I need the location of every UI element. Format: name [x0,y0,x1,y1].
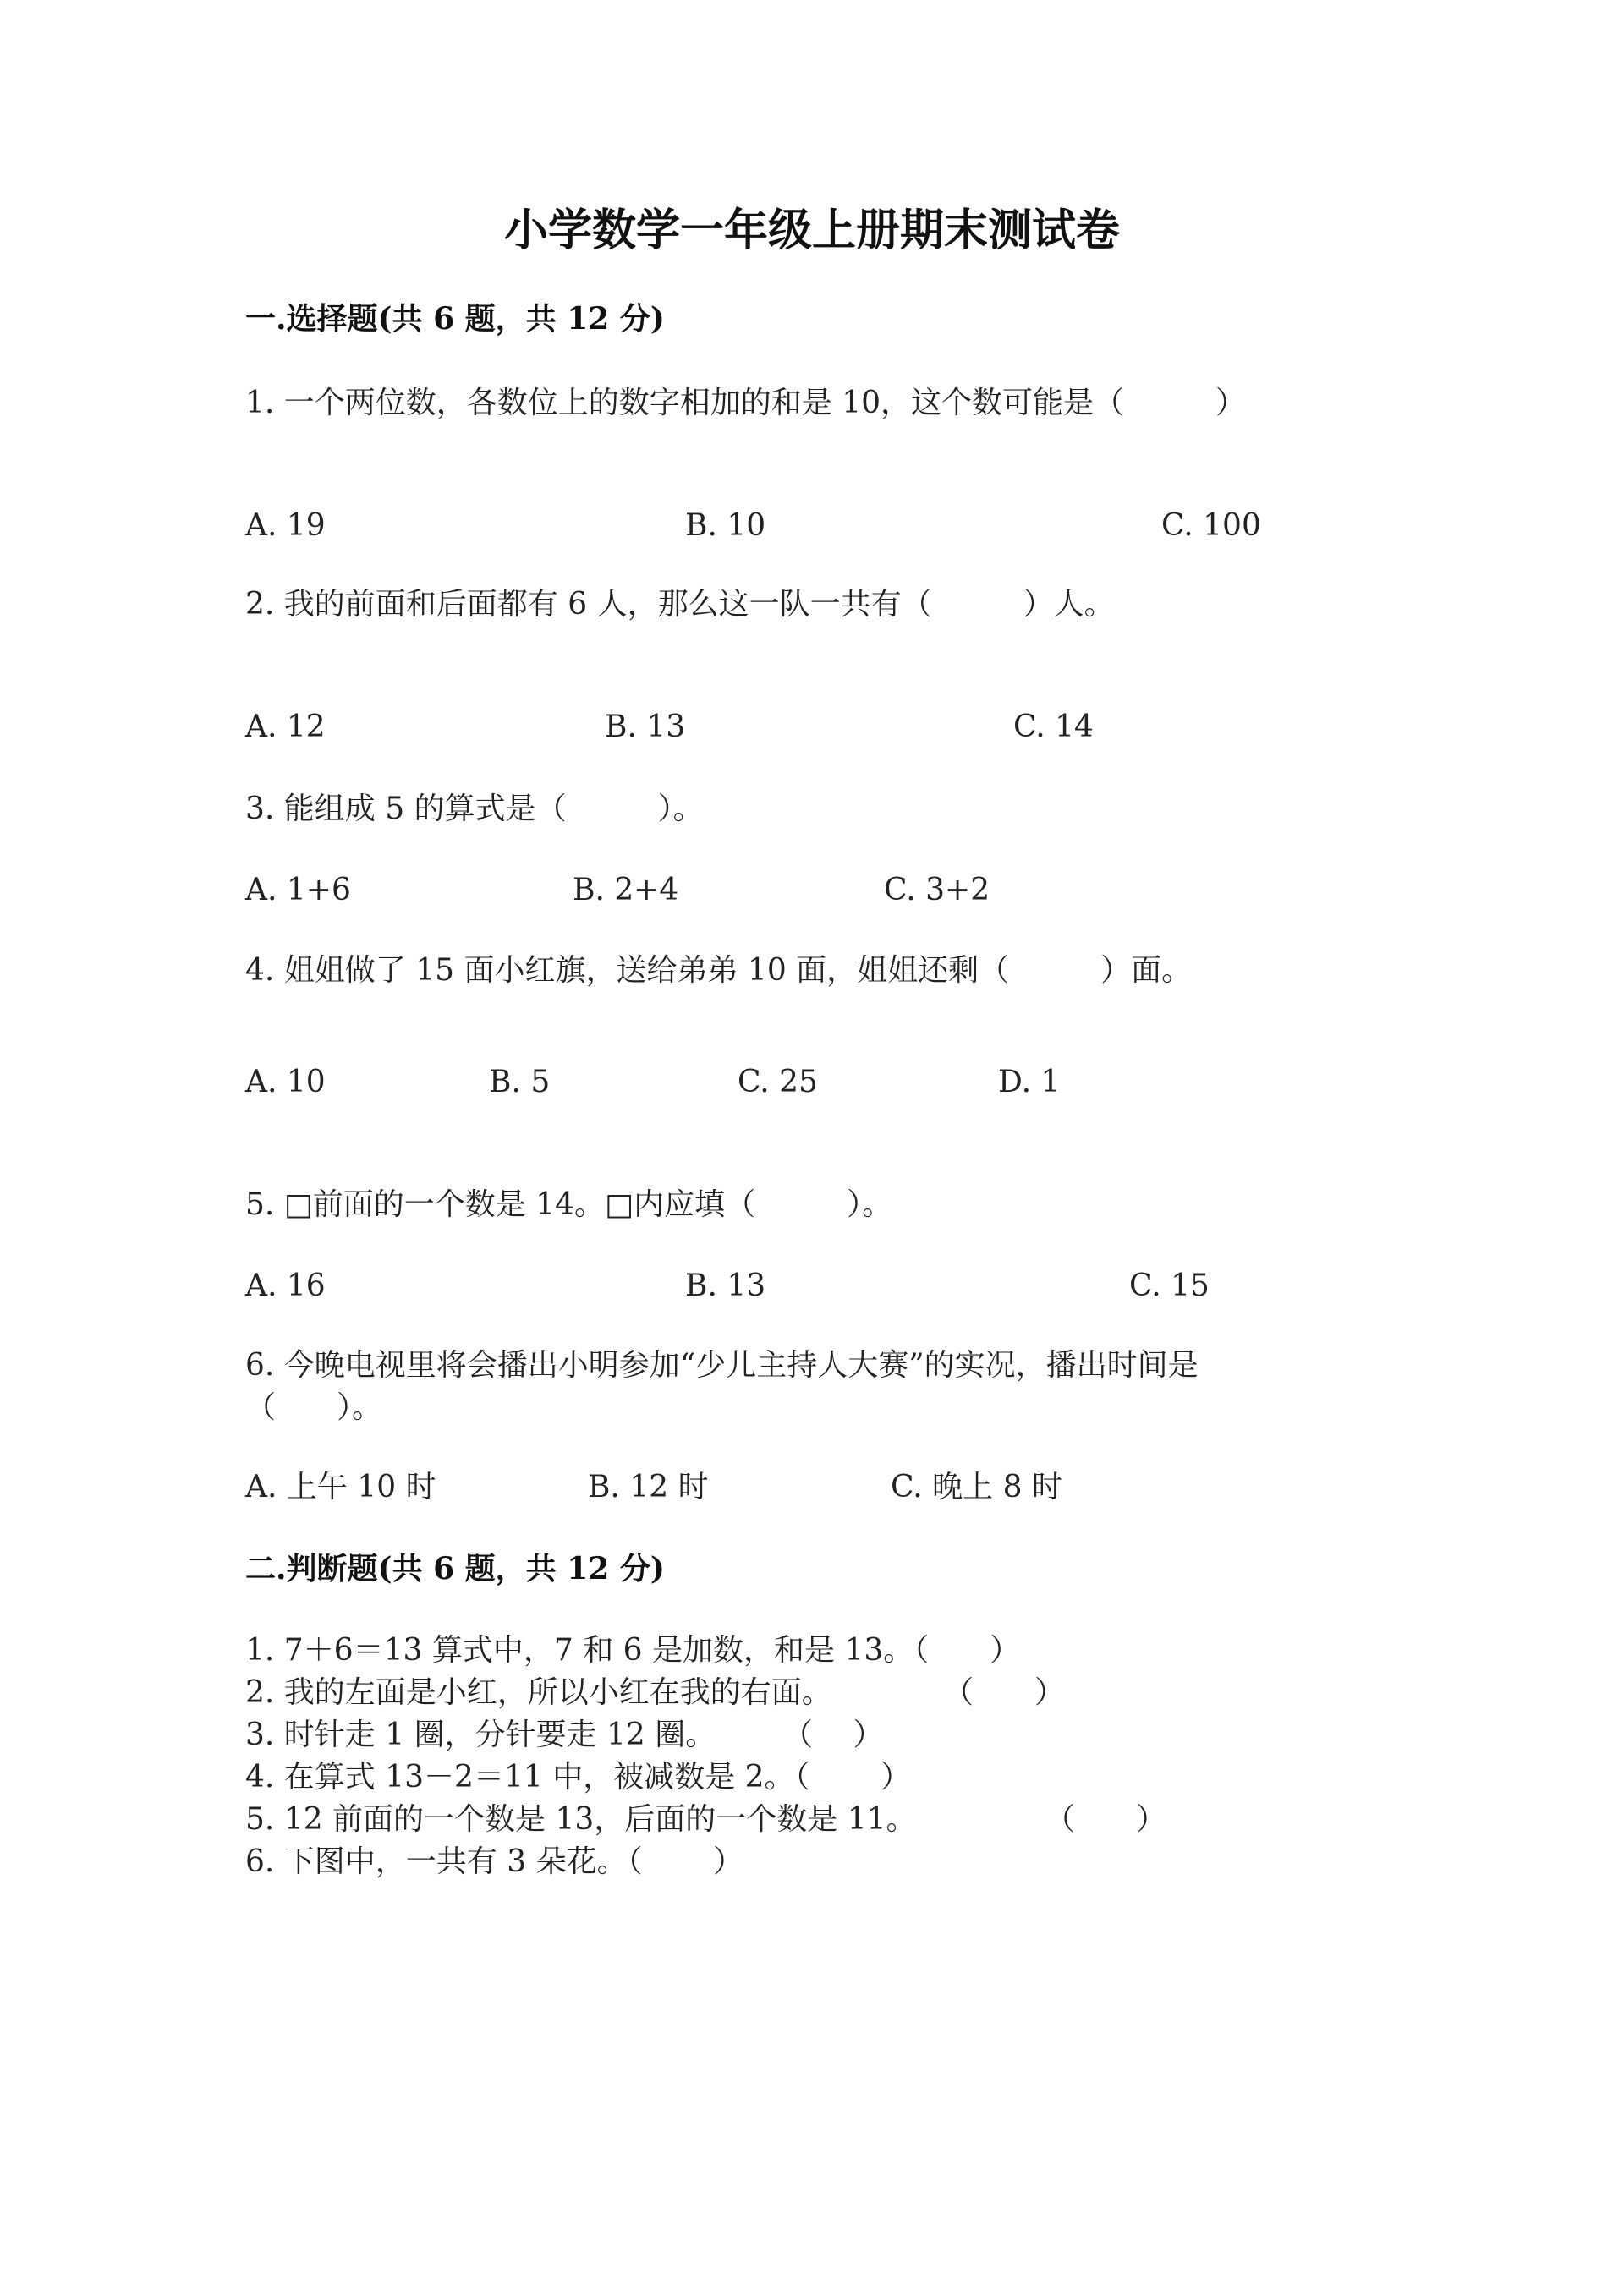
judge-item-1: 1. 7＋6＝13 算式中，7 和 6 是加数，和是 13。（ ） [245,1633,1021,1668]
question-1-option-b: B. 10 [685,508,766,543]
question-5-option-b: B. 13 [685,1269,766,1303]
question-4-stem: 4. 姐姐做了 15 面小红旗，送给弟弟 10 面，姐姐还剩（ ）面。 [245,953,1193,988]
question-6-stem-line-2: （ ）。 [245,1390,383,1425]
question-3-option-a: A. 1+6 [245,873,351,907]
question-4-option-d: D. 1 [998,1065,1061,1099]
question-1-option-c: C. 100 [1161,508,1261,543]
judge-item-5-answer-paren: （ ） [1045,1802,1167,1837]
section-heading-choice: 一.选择题(共 6 题，共 12 分) [245,301,665,337]
question-4-option-c: C. 25 [738,1065,818,1099]
section-heading-judge: 二.判断题(共 6 题，共 12 分) [245,1551,665,1586]
judge-item-2-answer-paren: （ ） [943,1675,1066,1710]
judge-item-2: 2. 我的左面是小红，所以小红在我的右面。 [245,1675,832,1710]
judge-item-3-answer-paren: （ ） [782,1718,884,1752]
question-3-option-b: B. 2+4 [573,873,679,907]
question-1-option-a: A. 19 [245,508,326,543]
question-2-option-a: A. 12 [245,710,326,744]
question-6-stem-line-1: 6. 今晚电视里将会播出小明参加“少儿主持人大赛”的实况，播出时间是 [245,1348,1199,1383]
question-3-option-c: C. 3+2 [884,873,990,907]
question-5-option-a: A. 16 [245,1269,326,1303]
page-title: 小学数学一年级上册期末测试卷 [503,205,1120,256]
question-3-stem: 3. 能组成 5 的算式是（ ）。 [245,792,704,826]
question-5-stem: 5. □前面的一个数是 14。□内应填（ ）。 [245,1187,893,1222]
judge-item-3: 3. 时针走 1 圈，分针要走 12 圈。 [245,1718,716,1752]
judge-item-6: 6. 下图中，一共有 3 朵花。（ ） [245,1844,744,1879]
question-2-option-c: C. 14 [1013,710,1094,744]
question-2-option-b: B. 13 [605,710,686,744]
question-5-option-c: C. 15 [1129,1269,1210,1303]
question-6-option-b: B. 12 时 [588,1470,709,1504]
question-4-option-b: B. 5 [489,1065,551,1099]
question-6-option-a: A. 上午 10 时 [245,1470,436,1504]
question-1-stem: 1. 一个两位数，各数位上的数字相加的和是 10，这个数可能是（ ） [245,386,1247,420]
question-2-stem: 2. 我的前面和后面都有 6 人，那么这一队一共有（ ）人。 [245,587,1115,622]
judge-item-5: 5. 12 前面的一个数是 13，后面的一个数是 11。 [245,1802,917,1837]
question-6-option-c: C. 晚上 8 时 [891,1470,1062,1504]
question-4-option-a: A. 10 [245,1065,326,1099]
judge-item-4: 4. 在算式 13－2＝11 中，被减数是 2。（ ） [245,1760,911,1795]
